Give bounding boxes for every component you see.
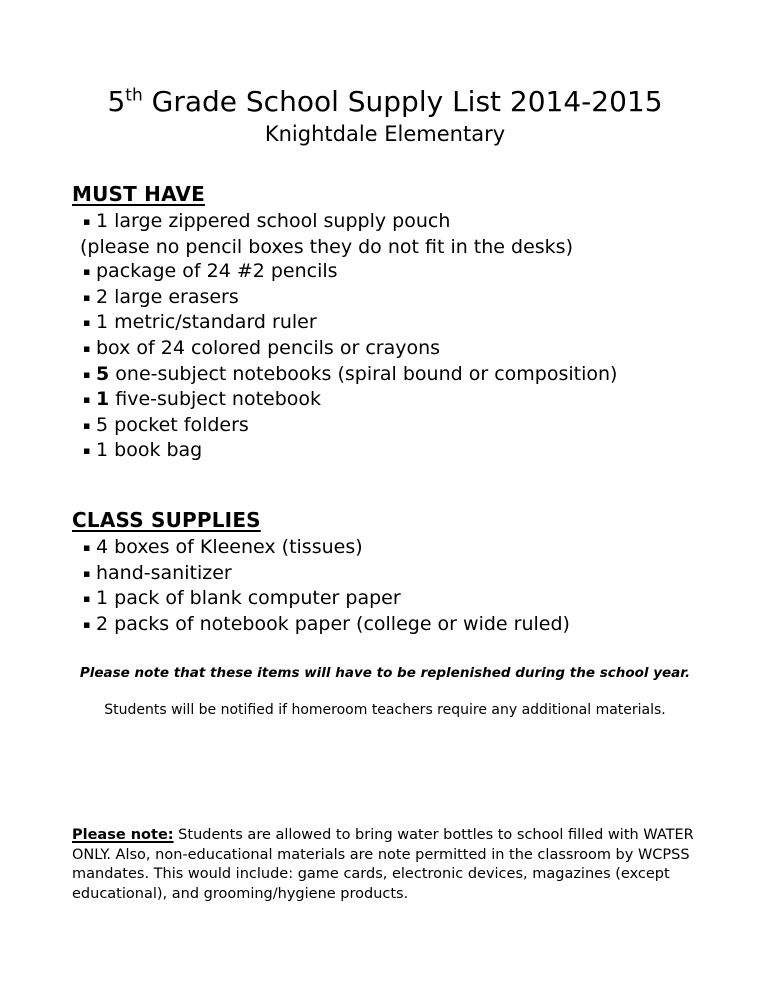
list-item — [83, 561, 698, 587]
list-item-quantity: 1 — [96, 388, 110, 411]
list-item-text: 1 large zippered school supply pouch — [96, 210, 451, 232]
list-item-text: hand-sanitizer — [96, 561, 232, 584]
list-item — [83, 438, 698, 464]
replenish-note: Please note that these items will have to be replenished during the school year. — [79, 665, 691, 682]
list-item — [83, 387, 698, 413]
title-number: 5 — [107, 85, 126, 118]
school-subtitle: Knightdale Elementary — [264, 122, 506, 146]
class-supplies-list — [83, 535, 698, 637]
list-item — [83, 586, 698, 612]
bullet-icon: ▪ — [83, 566, 91, 580]
section-must-have — [72, 181, 698, 464]
please-note-text: Students are allowed to bring water bottles to school filled with WATER ONLY. Also, non-educational materials are note permitted in the classroom by WCPSS mandates. This would include: game cards, electronic devices, magazines (except educational), and grooming/hygiene products. — [72, 827, 694, 902]
list-item-text: (please no pencil boxes they do not fit in the desks) — [80, 235, 573, 258]
list-item — [83, 535, 698, 561]
bullet-icon: ▪ — [83, 316, 91, 330]
list-item-text: 1 pack of blank computer paper — [96, 587, 401, 610]
bullet-icon: ▪ — [83, 444, 91, 458]
list-item — [83, 362, 698, 388]
list-item-text: 2 packs of notebook paper (college or wide ruled) — [96, 612, 570, 635]
bullet-icon: ▪ — [83, 617, 91, 631]
list-item-text: five-subject notebook — [109, 388, 322, 411]
section-class-supplies — [72, 507, 698, 637]
list-item — [83, 259, 698, 285]
bullet-icon: ▪ — [83, 290, 91, 304]
bullet-icon: ▪ — [83, 341, 91, 355]
list-item-continuation — [80, 235, 698, 260]
must-have-list — [80, 209, 698, 464]
bullet-icon: ▪ — [83, 592, 91, 606]
bullet-icon: ▪ — [83, 367, 91, 381]
page-title — [72, 84, 698, 120]
list-item-quantity: 5 — [96, 362, 110, 385]
water-bottle-note — [72, 826, 704, 904]
title-rest: Grade School Supply List 2014-2015 — [142, 85, 663, 118]
class-supplies-heading: CLASS SUPPLIES — [72, 507, 261, 532]
please-note-label: Please note: — [72, 827, 174, 844]
bullet-icon: ▪ — [83, 215, 91, 228]
bullet-icon: ▪ — [83, 540, 91, 554]
list-item-text: package of 24 #2 pencils — [96, 260, 338, 283]
additional-materials-note: Students will be notified if homeroom teachers require any additional materials. — [104, 702, 666, 719]
list-item-text: 4 boxes of Kleenex (tissues) — [96, 535, 363, 558]
bullet-icon: ▪ — [83, 418, 91, 432]
list-item-text: one-subject notebooks (spiral bound or composition) — [109, 362, 618, 385]
list-item-text: 1 metric/standard ruler — [96, 311, 317, 334]
list-item — [83, 285, 698, 311]
list-item-text: 5 pocket folders — [96, 413, 249, 436]
list-item — [83, 209, 698, 235]
must-have-heading: MUST HAVE — [72, 182, 205, 206]
list-item-text: 1 book bag — [96, 439, 203, 462]
list-item — [83, 612, 698, 638]
list-item-text: box of 24 colored pencils or crayons — [96, 336, 441, 359]
list-item-text: 2 large erasers — [96, 285, 239, 308]
bullet-icon: ▪ — [83, 393, 91, 407]
list-item — [83, 413, 698, 439]
list-item — [83, 310, 698, 336]
bullet-icon: ▪ — [83, 265, 91, 279]
title-superscript: th — [125, 85, 143, 106]
list-item — [83, 336, 698, 362]
